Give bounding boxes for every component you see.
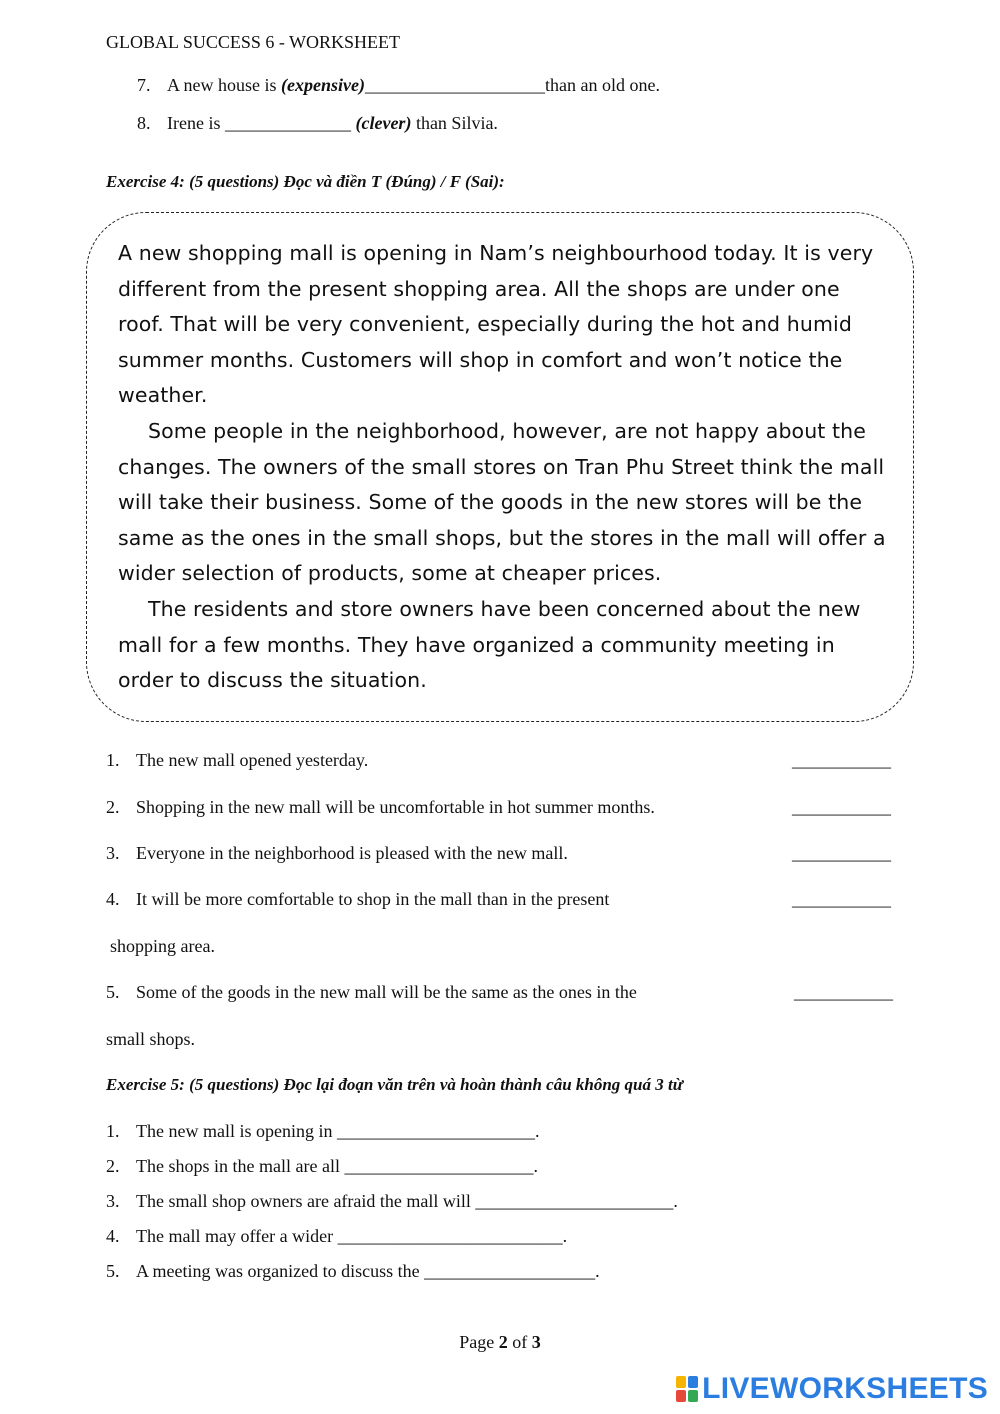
page-header: GLOBAL SUCCESS 6 - WORKSHEET <box>106 32 401 52</box>
passage-paragraph: The residents and store owners have been concerned about the new mall for a few months. They have organized a community meeting in order to discuss the situation. <box>118 596 861 693</box>
ex3-item-8: 8. Irene is ______________ (clever) than Silvia. <box>137 113 498 133</box>
tf-question: 3. Everyone in the neighborhood is pleased with the new mall. ___________ <box>106 843 891 863</box>
exercise-4-heading: Exercise 4: (5 questions) Đọc và điền T (Đúng) / F (Sai): <box>106 172 505 191</box>
liveworksheets-logo[interactable] <box>676 1372 988 1406</box>
passage-paragraph: A new shopping mall is opening in Nam’s neighbourhood today. It is very different from the present shopping area. All the shops are under one roof. That will be very convenient, especially during the hot and humid summer months. Customers will shop in comfort and won’t notice the weather. <box>118 241 874 408</box>
answer-blank[interactable]: ___________ <box>792 889 891 909</box>
page-number: Page 2 of 3 <box>459 1332 541 1352</box>
completion-item: 2. The shops in the mall are all _____________________. <box>106 1156 538 1176</box>
tf-question: 1. The new mall opened yesterday. ___________ <box>106 750 891 770</box>
answer-blank[interactable]: ______________________ <box>336 1121 535 1141</box>
answer-blank[interactable]: _________________________ <box>337 1226 563 1246</box>
reading-passage <box>118 236 888 699</box>
tf-question-continuation: shopping area. <box>110 936 215 956</box>
answer-blank[interactable]: ____________________ <box>364 75 545 95</box>
tf-question: 4. It will be more comfortable to shop in the mall than in the present ___________ <box>106 889 891 909</box>
tf-question: 2. Shopping in the new mall will be uncomfortable in hot summer months. ___________ <box>106 797 891 817</box>
answer-blank[interactable]: ___________ <box>792 797 891 817</box>
answer-blank[interactable]: ___________________ <box>424 1261 596 1281</box>
answer-blank[interactable]: ______________________ <box>475 1191 674 1211</box>
ex3-item-7: 7. A new house is (expensive)____________________than an old one. <box>137 75 660 95</box>
tf-question: 5. Some of the goods in the new mall will be the same as the ones in the ___________ <box>106 982 893 1002</box>
completion-item: 4. The mall may offer a wider _________________________. <box>106 1226 568 1246</box>
tf-question-continuation: small shops. <box>106 1029 196 1049</box>
liveworksheets-icon <box>676 1376 698 1402</box>
completion-item: 5. A meeting was organized to discuss the ___________________. <box>106 1261 600 1281</box>
completion-item: 3. The small shop owners are afraid the mall will ______________________. <box>106 1191 678 1211</box>
exercise-5-heading: Exercise 5: (5 questions) Đọc lại đoạn văn trên và hoàn thành câu không quá 3 từ <box>106 1075 683 1094</box>
completion-item: 1. The new mall is opening in ______________________. <box>106 1121 540 1141</box>
answer-blank[interactable]: ______________ <box>224 113 351 133</box>
logo-text: LIVEWORKSHEETS <box>702 1372 988 1405</box>
passage-paragraph: Some people in the neighborhood, however, are not happy about the changes. The owners of the small stores on Tran Phu Street think the mall will take their business. Some of the goods in the new stores will be the same as the ones in the small shops, but the stores in the mall will offer a wider selection of products, some at cheaper prices. <box>118 418 886 586</box>
answer-blank[interactable]: ___________ <box>792 843 891 863</box>
answer-blank[interactable]: ___________ <box>794 982 893 1002</box>
answer-blank[interactable]: _____________________ <box>344 1156 534 1176</box>
answer-blank[interactable]: ___________ <box>792 750 891 770</box>
